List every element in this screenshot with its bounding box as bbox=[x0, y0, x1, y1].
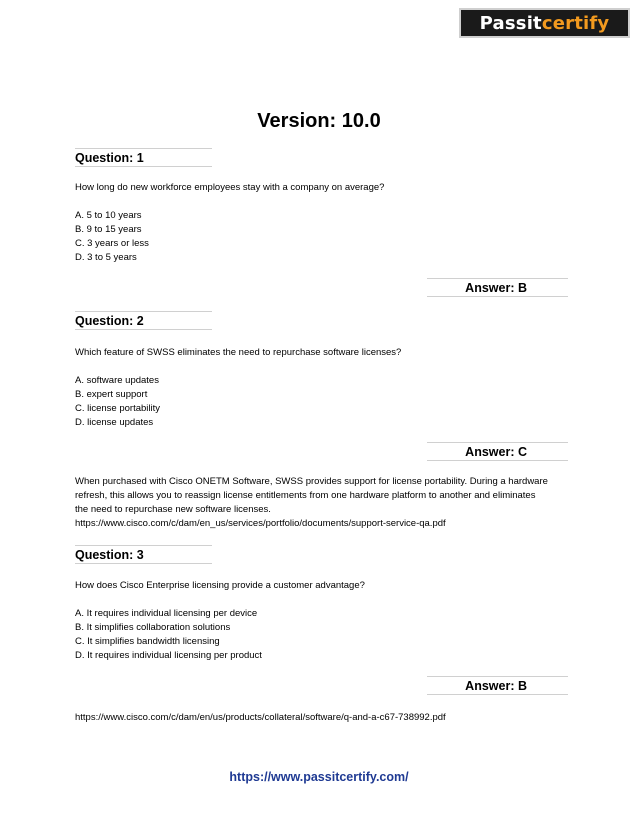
question-1-option-c: C. 3 years or less bbox=[75, 238, 149, 249]
brand-logo-part2: certify bbox=[541, 12, 610, 34]
question-3-text: How does Cisco Enterprise licensing provide a customer advantage? bbox=[75, 580, 365, 591]
question-2-option-d: D. license updates bbox=[75, 417, 154, 428]
question-2-answer-label: Answer: C bbox=[465, 445, 527, 459]
question-3-answer bbox=[427, 676, 568, 695]
question-2-text: Which feature of SWSS eliminates the need to repurchase software licenses? bbox=[75, 347, 402, 358]
brand-logo-part1: Passit bbox=[479, 12, 542, 34]
question-3-option-c: C. It simplifies bandwidth licensing bbox=[75, 636, 220, 647]
question-1-heading: Question: 1 bbox=[75, 148, 212, 167]
question-3-option-b: B. It simplifies collaboration solutions bbox=[75, 622, 231, 633]
question-2-option-c: C. license portability bbox=[75, 403, 161, 414]
question-3-option-d: D. It requires individual licensing per product bbox=[75, 650, 262, 661]
question-2-answer bbox=[427, 442, 568, 461]
question-1-option-a: A. 5 to 10 years bbox=[75, 210, 142, 221]
question-2-option-b: B. expert support bbox=[75, 389, 148, 400]
question-2-reference-url: https://www.cisco.com/c/dam/en_us/services/portfolio/documents/support-service-qa.pdf bbox=[75, 518, 446, 529]
brand-logo bbox=[459, 8, 630, 38]
question-2-explanation: When purchased with Cisco ONETM Software, SWSS provides support for license portability. During a hardware refresh, this allows you to reassign license entitlements from one hardware platform to another and eliminates the need to repurchase new software licenses. bbox=[75, 476, 548, 515]
question-1-text: How long do new workforce employees stay with a company on average? bbox=[75, 182, 385, 193]
question-3-heading: Question: 3 bbox=[75, 545, 212, 564]
question-3-reference-url: https://www.cisco.com/c/dam/en/us/products/collateral/software/q-and-a-c67-738992.pdf bbox=[75, 712, 446, 723]
question-1-option-b: B. 9 to 15 years bbox=[75, 224, 142, 235]
footer-link[interactable]: https://www.passitcertify.com/ bbox=[229, 770, 409, 784]
question-3-answer-label: Answer: B bbox=[465, 679, 527, 693]
version-title: Version: 10.0 bbox=[257, 110, 381, 132]
question-3-option-a: A. It requires individual licensing per device bbox=[75, 608, 258, 619]
question-2-option-a: A. software updates bbox=[75, 375, 159, 386]
question-1-option-d: D. 3 to 5 years bbox=[75, 252, 137, 263]
question-2-heading: Question: 2 bbox=[75, 311, 212, 330]
question-1-answer bbox=[427, 278, 568, 297]
question-1-answer-label: Answer: B bbox=[465, 281, 527, 295]
